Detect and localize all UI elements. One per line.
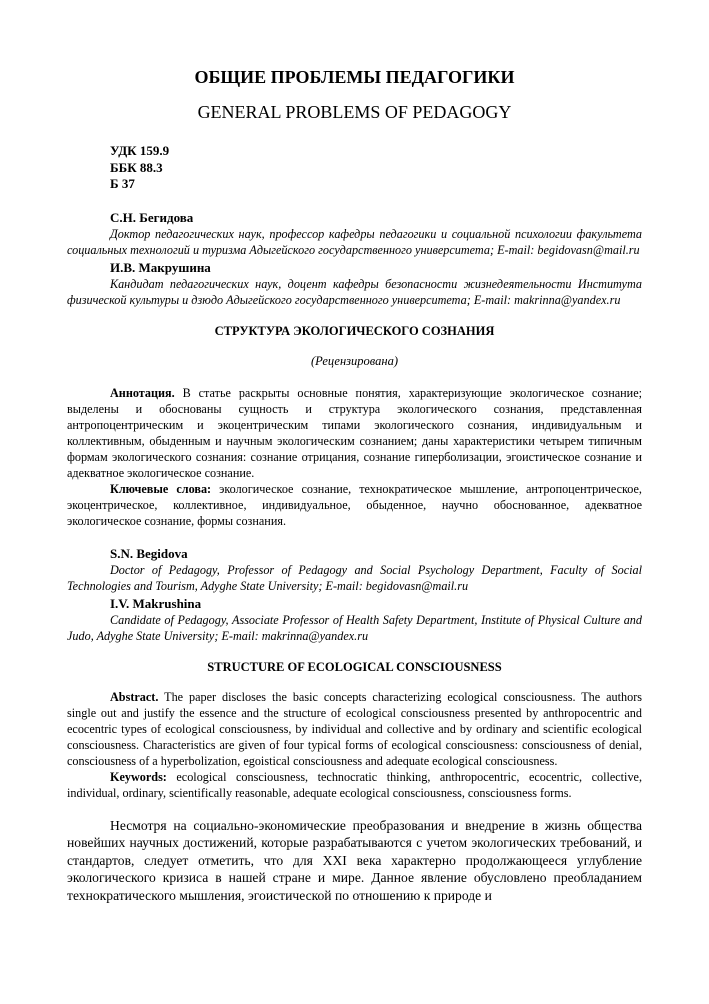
body-paragraph: Несмотря на социально-экономические преобразования и внедрение в жизнь общества новейших научных достижений, которые разрабатываются с учетом экологических требований, и стандартов, следует отметить, что для XXI века характерно продолжающееся углубление экологического кризиса в нашей стране и мире. Данное явление обусловлено преобладанием технократического мышления, эгоистической по отношению к природе и <box>67 817 642 903</box>
author-affiliation: Doctor of Pedagogy, Professor of Pedagogy and Social Psychology Department, Faculty of Social Technologies and Tourism, Adyghe State University; E-mail: begidovasn@mail.ru <box>67 562 642 593</box>
article-title-ru: СТРУКТУРА ЭКОЛОГИЧЕСКОГО СОЗНАНИЯ <box>214 323 495 338</box>
keywords-en <box>67 769 642 801</box>
udc-code: УДК 159.9 <box>110 143 170 158</box>
author-name: I.V. Makrushina <box>110 595 202 611</box>
keywords-text: ecological consciousness, technocratic thinking, anthropocentric, ecocentric, collective, individual, ordinary, scientifically reasonable, adequate ecological consciousness, consciousness forms. <box>67 769 642 800</box>
keywords-label: Ключевые слова: <box>110 481 212 496</box>
abstract-text: В статье раскрыты основные понятия, характеризующие экологическое сознание; выделены и обоснованы сущность и структура экологического сознания, представленная антропоцентрическим и экоцентрическим типами экологического сознания, индивидуальным и коллективным, обыденным и научным экологическим сознанием; даны характеристики четырем типичным формам экологического сознания: сознание отрицания, сознание гиперболизации, эгоистическое сознание и адекватное экологическое сознание. <box>67 385 642 480</box>
reviewed-note: (Рецензирована) <box>310 353 399 368</box>
section-title-ru: ОБЩИЕ ПРОБЛЕМЫ ПЕДАГОГИКИ <box>194 67 515 87</box>
abstract-label: Abstract. <box>110 689 159 704</box>
bbk-code: ББК 88.3 <box>110 159 163 175</box>
author-name: С.Н. Бегидова <box>110 209 194 225</box>
keywords-text: экологическое сознание, технократическое мышление, антропоцентрическое, экоцентрическое, коллективное, индивидуальное, обыденное, научно обоснованное, адекватное экологическое сознание, формы сознания. <box>67 481 642 528</box>
keywords-label: Keywords: <box>110 769 167 784</box>
author-block-en-1 <box>67 545 642 595</box>
abstract-en <box>67 689 642 769</box>
keywords-ru <box>67 481 642 529</box>
author-block-ru-2 <box>67 259 642 309</box>
author-affiliation: Candidate of Pedagogy, Associate Professor of Health Safety Department, Institute of Physical Culture and Judo, Adyghe State University; E-mail: makrinna@yandex.ru <box>67 612 642 643</box>
author-affiliation: Доктор педагогических наук, профессор кафедры педагогики и социальной психологии факультета социальных технологий и туризма Адыгейского государственного университета; E-mail: begidovasn@mail.ru <box>67 226 642 257</box>
author-block-en-2 <box>67 595 642 645</box>
abstract-label: Аннотация. <box>110 385 175 400</box>
author-mark-code: Б 37 <box>110 176 135 191</box>
author-name: И.В. Макрушина <box>110 259 211 275</box>
author-name: S.N. Begidova <box>110 545 188 561</box>
author-affiliation: Кандидат педагогических наук, доцент кафедры безопасности жизнедеятельности Института физической культуры и дзюдо Адыгейского государственного университета; E-mail: makrinna@yandex.ru <box>67 276 642 307</box>
section-title-en: GENERAL PROBLEMS OF PEDAGOGY <box>197 102 512 122</box>
abstract-ru <box>67 385 642 481</box>
abstract-text: The paper discloses the basic concepts characterizing ecological consciousness. The authors single out and justify the essence and the structure of ecological consciousness presented by anthropocentric and ecocentric types of ecological consciousness, by individual and collective and by ordinary and scientific ecological consciousness. Characteristics are given of four typical forms of ecological consciousness: consciousness of denial, consciousness of a hyperbolization, egoistical consciousness and adequate ecological consciousness. <box>67 689 642 768</box>
classification-codes <box>110 143 642 193</box>
author-block-ru-1 <box>67 209 642 259</box>
article-title-en: STRUCTURE OF ECOLOGICAL CONSCIOUSNESS <box>207 659 502 674</box>
